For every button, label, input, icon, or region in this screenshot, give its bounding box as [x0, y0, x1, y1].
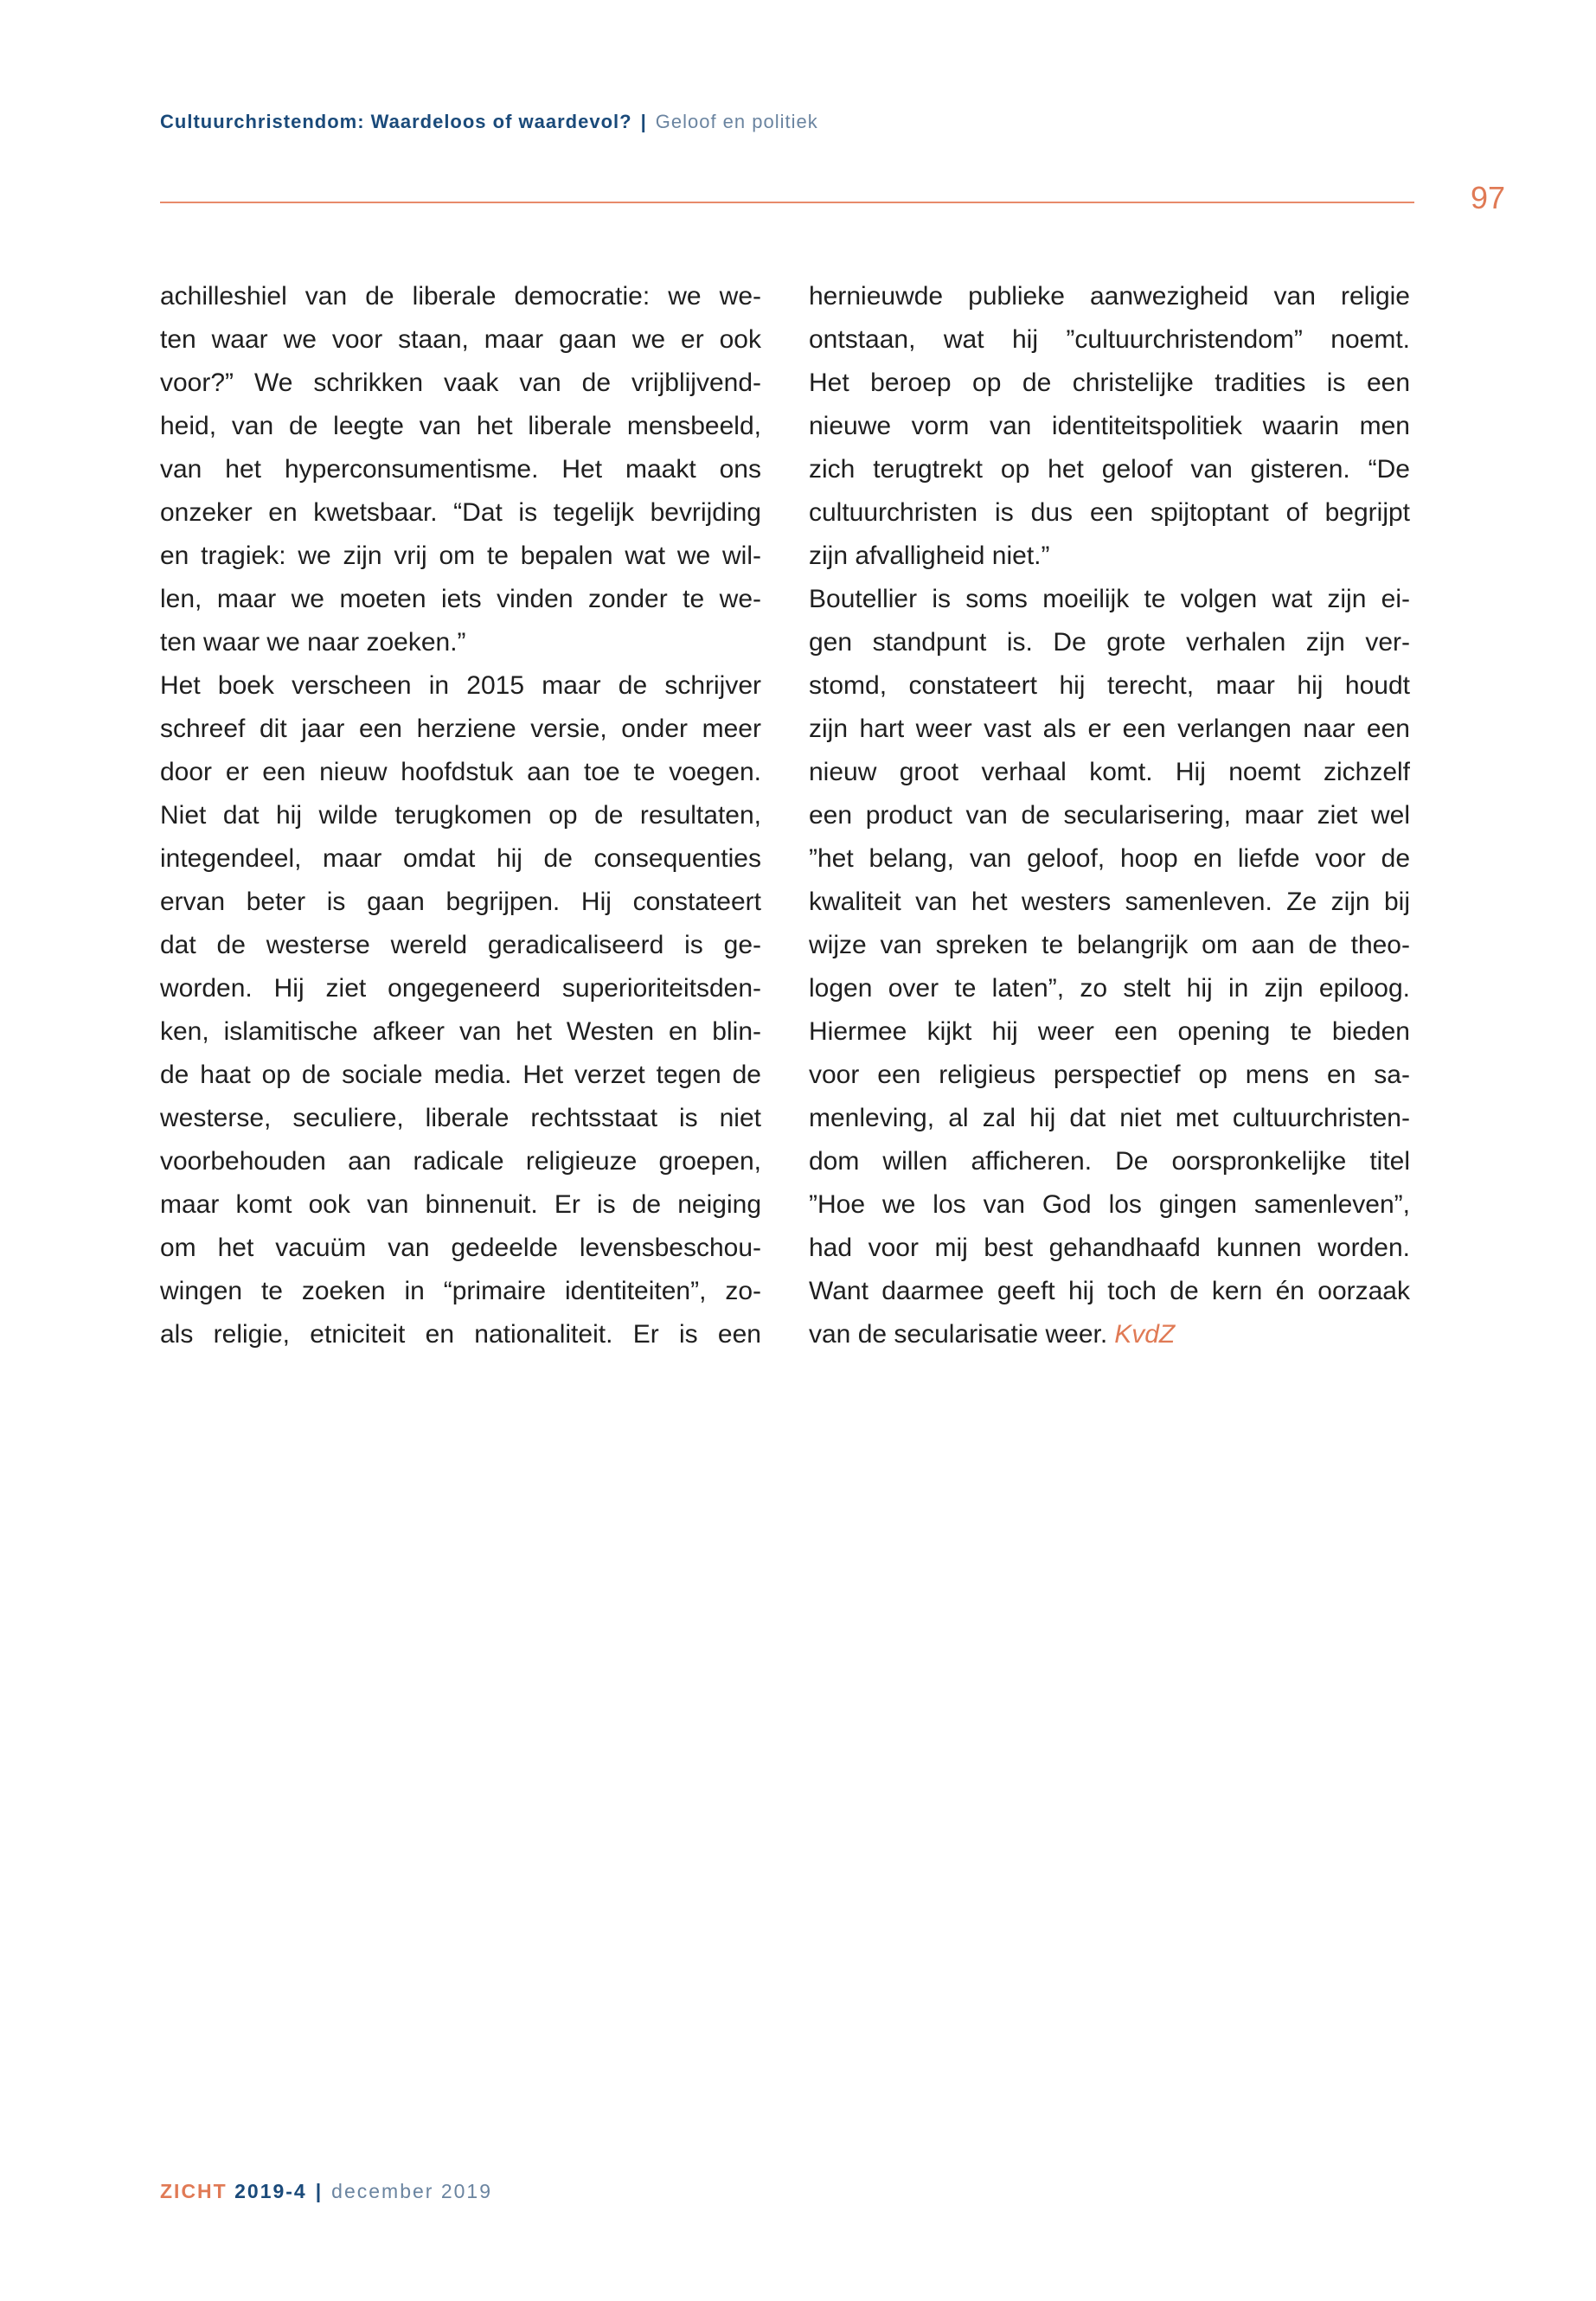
text-line: een product van de secularisering, maar ziet wel	[809, 801, 1410, 830]
text-line: Niet dat hij wilde terugkomen op de resultaten,	[160, 801, 761, 830]
text-line: ten waar we voor staan, maar gaan we er ook	[160, 325, 761, 354]
header-divider	[160, 202, 1414, 203]
text-line: Het boek verscheen in 2015 maar de schrijver	[160, 671, 761, 700]
section-name: Geloof en politiek	[655, 111, 818, 132]
text-line: als religie, etniciteit en nationaliteit. Er is een	[160, 1320, 761, 1349]
page-number: 97	[1471, 180, 1506, 215]
text-line: Boutellier is soms moeilijk te volgen wat zijn ei-	[809, 585, 1410, 613]
text-line: westerse, seculiere, liberale rechtsstaat is niet	[160, 1104, 761, 1132]
text-line: gen standpunt is. De grote verhalen zijn ver-	[809, 628, 1410, 657]
header-separator: |	[640, 111, 647, 132]
text-line: achilleshiel van de liberale democratie: we we-	[160, 282, 761, 311]
text-line: ken, islamitische afkeer van het Westen en blin-	[160, 1017, 761, 1046]
text-line: wijze van spreken te belangrijk om aan de theo-	[809, 931, 1410, 959]
text-line: voorbehouden aan radicale religieuze groepen,	[160, 1147, 761, 1176]
text-line-final	[809, 1313, 1410, 1356]
text-line: dom willen afficheren. De oorspronkelijke titel	[809, 1147, 1410, 1176]
text-line: menleving, al zal hij dat niet met cultuurchristen-	[809, 1104, 1410, 1132]
text-line: cultuurchristen is dus een spijtoptant of begrijpt	[809, 498, 1410, 527]
text-line: ten waar we naar zoeken.”	[160, 628, 466, 657]
text-line: dat de westerse wereld geradicaliseerd is ge-	[160, 931, 761, 959]
text-line: integendeel, maar omdat hij de consequenties	[160, 844, 761, 873]
text-line: schreef dit jaar een herziene versie, onder meer	[160, 715, 761, 743]
author-signature: KvdZ	[1114, 1320, 1176, 1349]
text-line: ”het belang, van geloof, hoop en liefde voor de	[809, 844, 1410, 873]
text-line: door er een nieuw hoofdstuk aan toe te voegen.	[160, 758, 761, 786]
magazine-name: ZICHT	[160, 2180, 228, 2202]
text-line: Want daarmee geeft hij toch de kern én oorzaak	[809, 1277, 1410, 1305]
right-text-column	[809, 275, 1410, 1356]
final-line-text: van de secularisatie weer.	[809, 1320, 1108, 1349]
left-text-column	[160, 275, 761, 1356]
text-line: ervan beter is gaan begrijpen. Hij constateert	[160, 888, 761, 916]
text-line: zich terugtrekt op het geloof van gisteren. “De	[809, 455, 1410, 484]
text-line: zijn afvalligheid niet.”	[809, 542, 1050, 570]
running-header	[160, 111, 1414, 133]
text-line: nieuwe vorm van identiteitspolitiek waarin men	[809, 412, 1410, 440]
text-line: voor een religieus perspectief op mens en sa-	[809, 1061, 1410, 1089]
text-line: hernieuwde publieke aanwezigheid van religie	[809, 282, 1410, 311]
footer-separator: |	[315, 2180, 324, 2202]
text-line: ontstaan, wat hij ”cultuurchristendom” noemt.	[809, 325, 1410, 354]
text-line: len, maar we moeten iets vinden zonder te we-	[160, 585, 761, 613]
text-line: Het beroep op de christelijke tradities is een	[809, 369, 1410, 397]
text-line: de haat op de sociale media. Het verzet tegen de	[160, 1061, 761, 1089]
issue-date: december 2019	[331, 2180, 493, 2202]
text-line: worden. Hij ziet ongegeneerd superioriteitsden-	[160, 974, 761, 1003]
text-line: stomd, constateert hij terecht, maar hij houdt	[809, 671, 1410, 700]
text-line: voor?” We schrikken vaak van de vrijblijvend-	[160, 369, 761, 397]
text-line: kwaliteit van het westers samenleven. Ze zijn bij	[809, 888, 1410, 916]
text-line: zijn hart weer vast als er een verlangen naar een	[809, 715, 1410, 743]
text-line: nieuw groot verhaal komt. Hij noemt zichzelf	[809, 758, 1410, 786]
text-line: ”Hoe we los van God los gingen samenleven”,	[809, 1190, 1410, 1219]
text-line: en tragiek: we zijn vrij om te bepalen wat we wil-	[160, 542, 761, 570]
text-line: van het hyperconsumentisme. Het maakt ons	[160, 455, 761, 484]
text-line: had voor mij best gehandhaafd kunnen worden.	[809, 1234, 1410, 1262]
text-line: Hiermee kijkt hij weer een opening te bieden	[809, 1017, 1410, 1046]
text-line: maar komt ook van binnenuit. Er is de neiging	[160, 1190, 761, 1219]
text-line: heid, van de leegte van het liberale mensbeeld,	[160, 412, 761, 440]
article-title: Cultuurchristendom: Waardeloos of waardevol?	[160, 111, 632, 132]
running-footer	[160, 2180, 492, 2203]
text-line: onzeker en kwetsbaar. “Dat is tegelijk bevrijding	[160, 498, 761, 527]
issue-number: 2019-4	[234, 2180, 307, 2202]
text-line: om het vacuüm van gedeelde levensbeschou-	[160, 1234, 761, 1262]
text-line: wingen te zoeken in “primaire identiteiten”, zo-	[160, 1277, 761, 1305]
text-line: logen over te laten”, zo stelt hij in zijn epiloog.	[809, 974, 1410, 1003]
